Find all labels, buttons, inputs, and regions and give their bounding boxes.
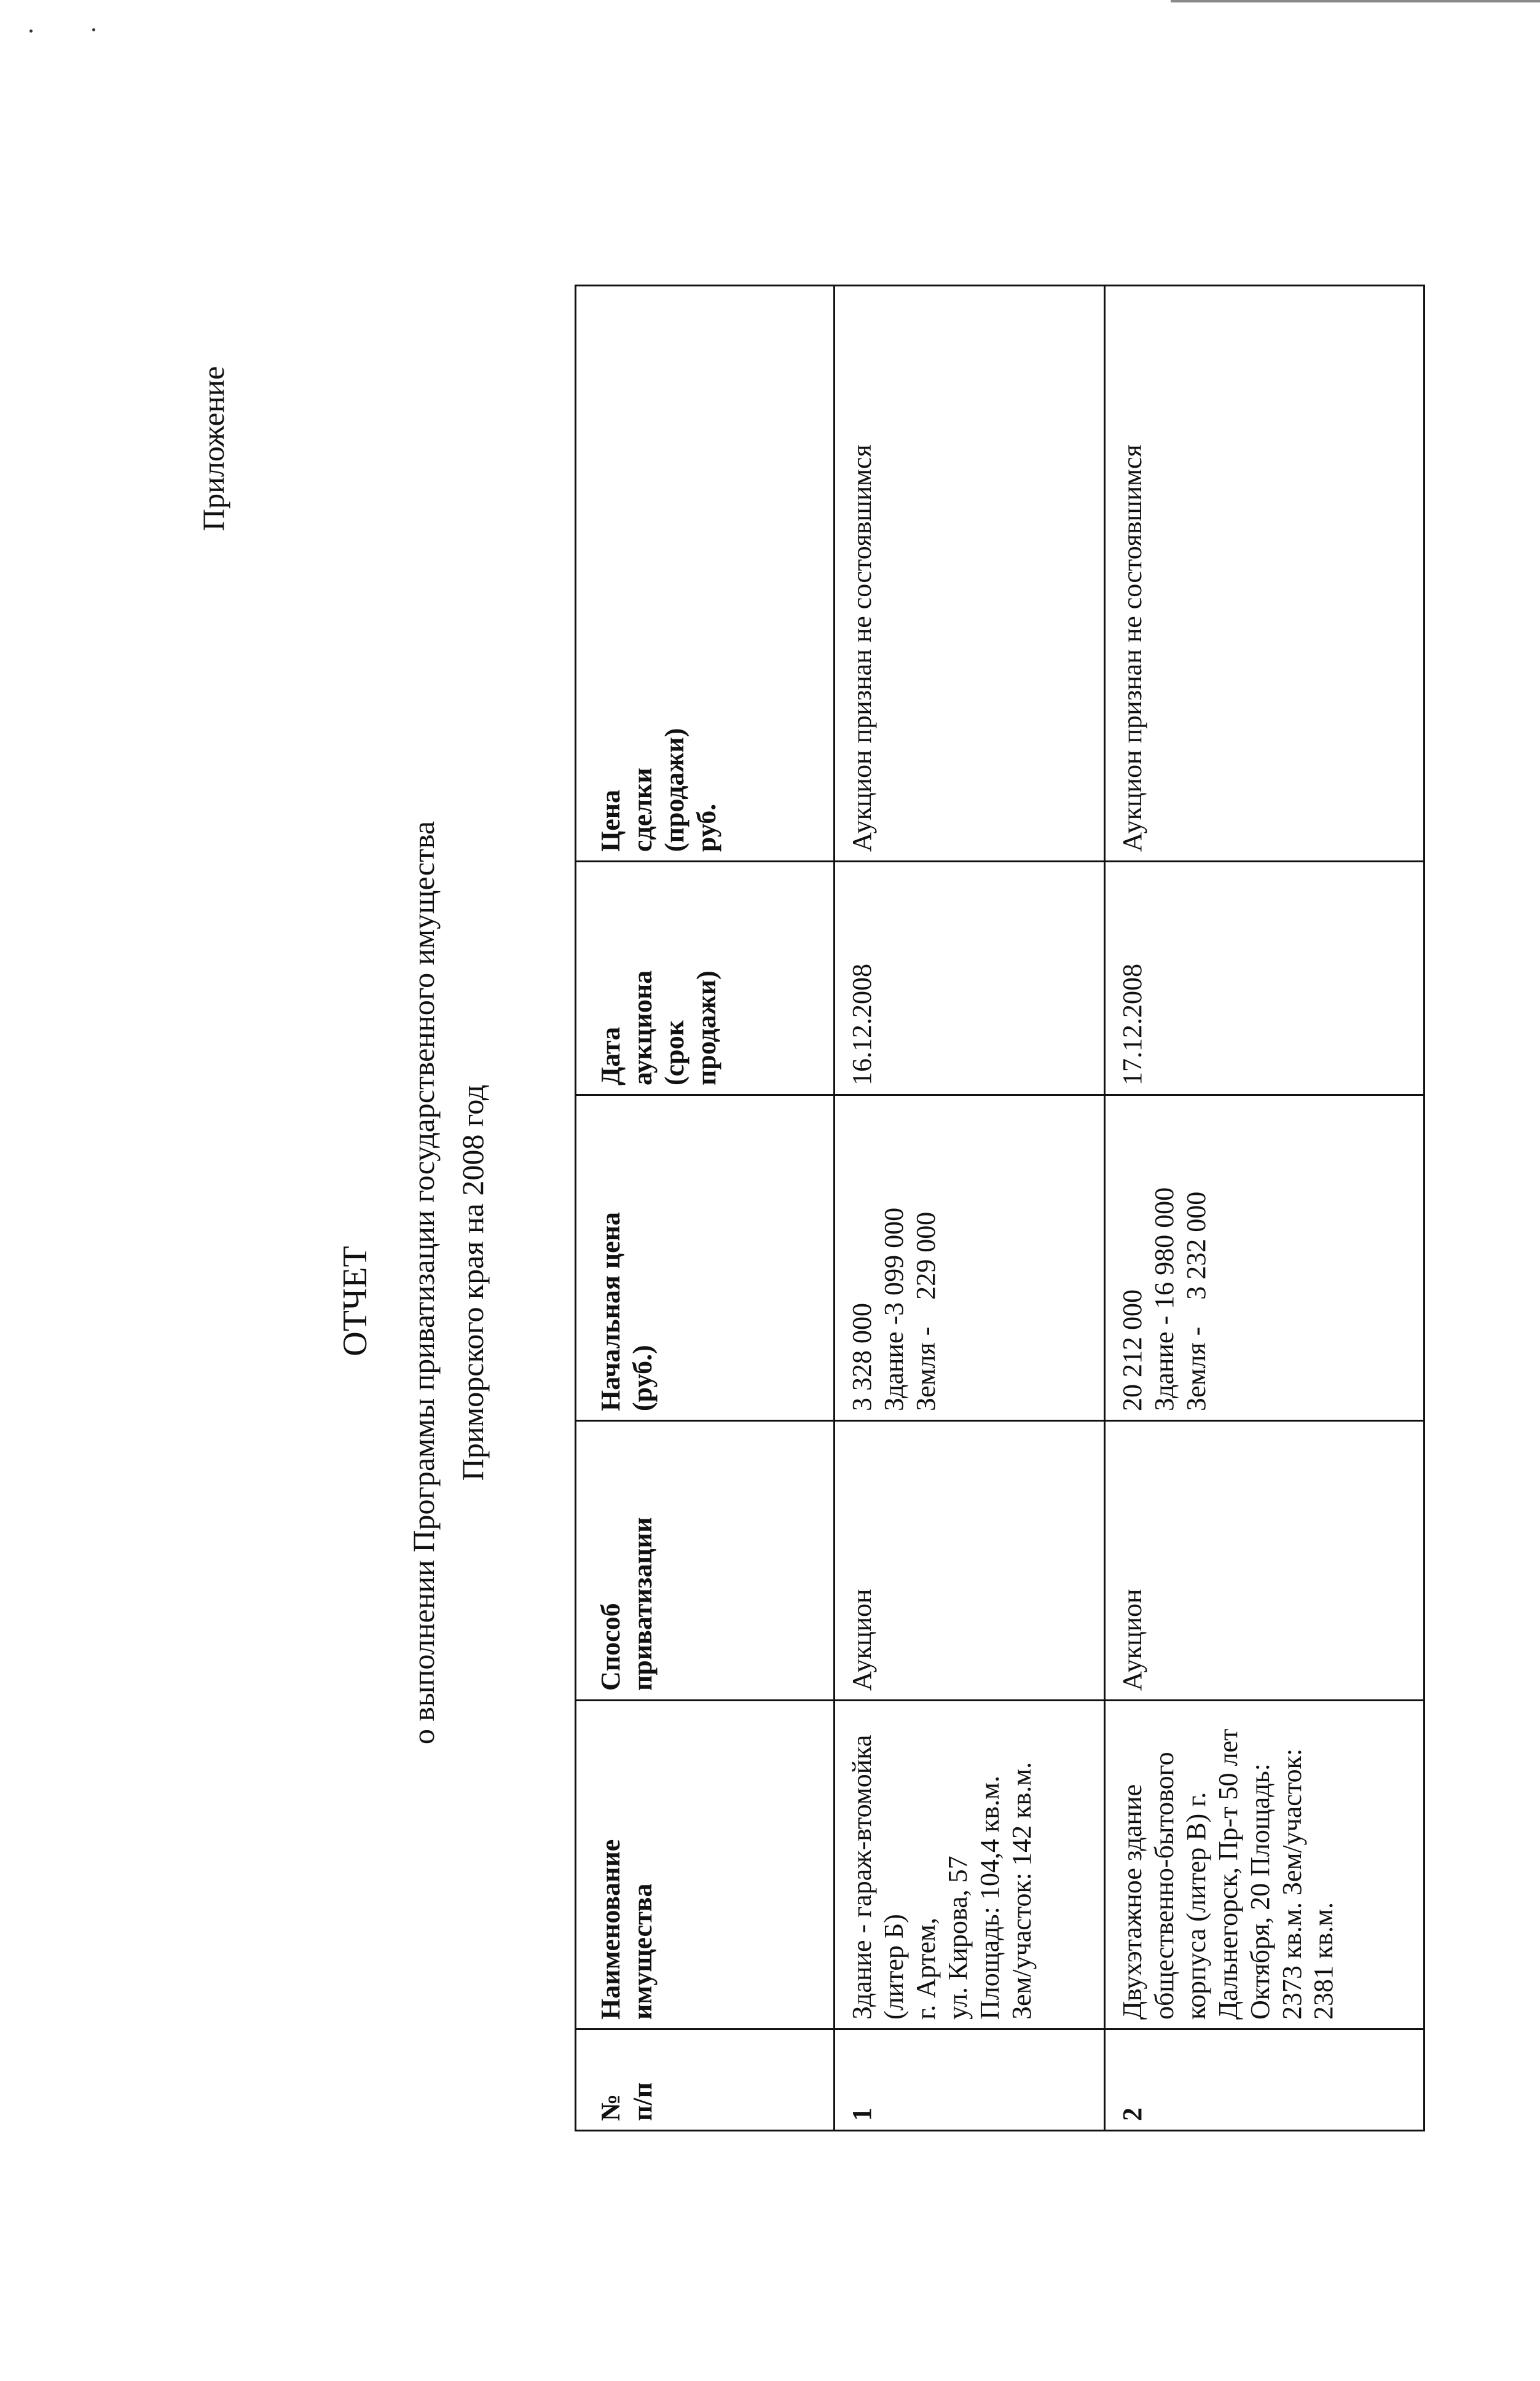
initial-price	[1105, 1095, 1424, 1421]
table-row	[835, 286, 1105, 2131]
deal-price: Аукцион признан не состоявшимся	[835, 286, 1105, 862]
report-subtitle-line1: о выполнении Программы приватизации государственного имущества	[406, 821, 441, 1745]
privatization-report-table	[575, 285, 1425, 2131]
property-name: Двухэтажное здание общественно-бытового корпуса (литер В) г. Дальнегорск, Пр-т 50 лет Октября, 20 Площадь: 2373 кв.м. Зем/участок: 2381 кв.м.	[1105, 1701, 1424, 2029]
column-header-deal-price: Цена сделки (продажи) руб.	[576, 286, 835, 862]
initial-price-total: 3 328 000	[847, 1303, 877, 1411]
column-header-auction-date: Дата аукциона (срок продажи)	[576, 862, 835, 1095]
appendix-label: Приложение	[196, 366, 230, 531]
report-subtitle-line2: Приморского края на 2008 год	[455, 1084, 490, 1481]
property-name: Здание - гараж-втомойка (литер Б) г. Артем, ул. Кирова, 57 Площадь: 104,4 кв.м. Зем/участок: 142 кв.м.	[835, 1701, 1105, 2029]
initial-price-building: Здание -3 099 000	[878, 1207, 909, 1411]
auction-date: 16.12.2008	[835, 862, 1105, 1095]
privatization-method: Аукцион	[1105, 1421, 1424, 1701]
column-header-property-name: Наименование имущества	[576, 1701, 835, 2029]
column-header-privatization-method: Способ приватизации	[576, 1421, 835, 1701]
row-number: 2	[1105, 2029, 1424, 2131]
table-header-row	[576, 286, 835, 2131]
report-title: ОТЧЕТ	[336, 1246, 374, 1356]
auction-date: 17.12.2008	[1105, 862, 1424, 1095]
column-header-initial-price: Начальная цена (руб.)	[576, 1095, 835, 1421]
initial-price	[835, 1095, 1105, 1421]
row-number: 1	[835, 2029, 1105, 2131]
table-row	[1105, 286, 1424, 2131]
column-header-number: № п/п	[576, 2029, 835, 2131]
privatization-method: Аукцион	[835, 1421, 1105, 1701]
initial-price-building: Здание - 16 980 000	[1149, 1187, 1179, 1411]
deal-price: Аукцион признан не состоявшимся	[1105, 286, 1424, 862]
initial-price-land: Земля - 3 232 000	[1181, 1191, 1211, 1411]
initial-price-total: 20 212 000	[1117, 1289, 1147, 1411]
initial-price-land: Земля - 229 000	[910, 1211, 941, 1411]
